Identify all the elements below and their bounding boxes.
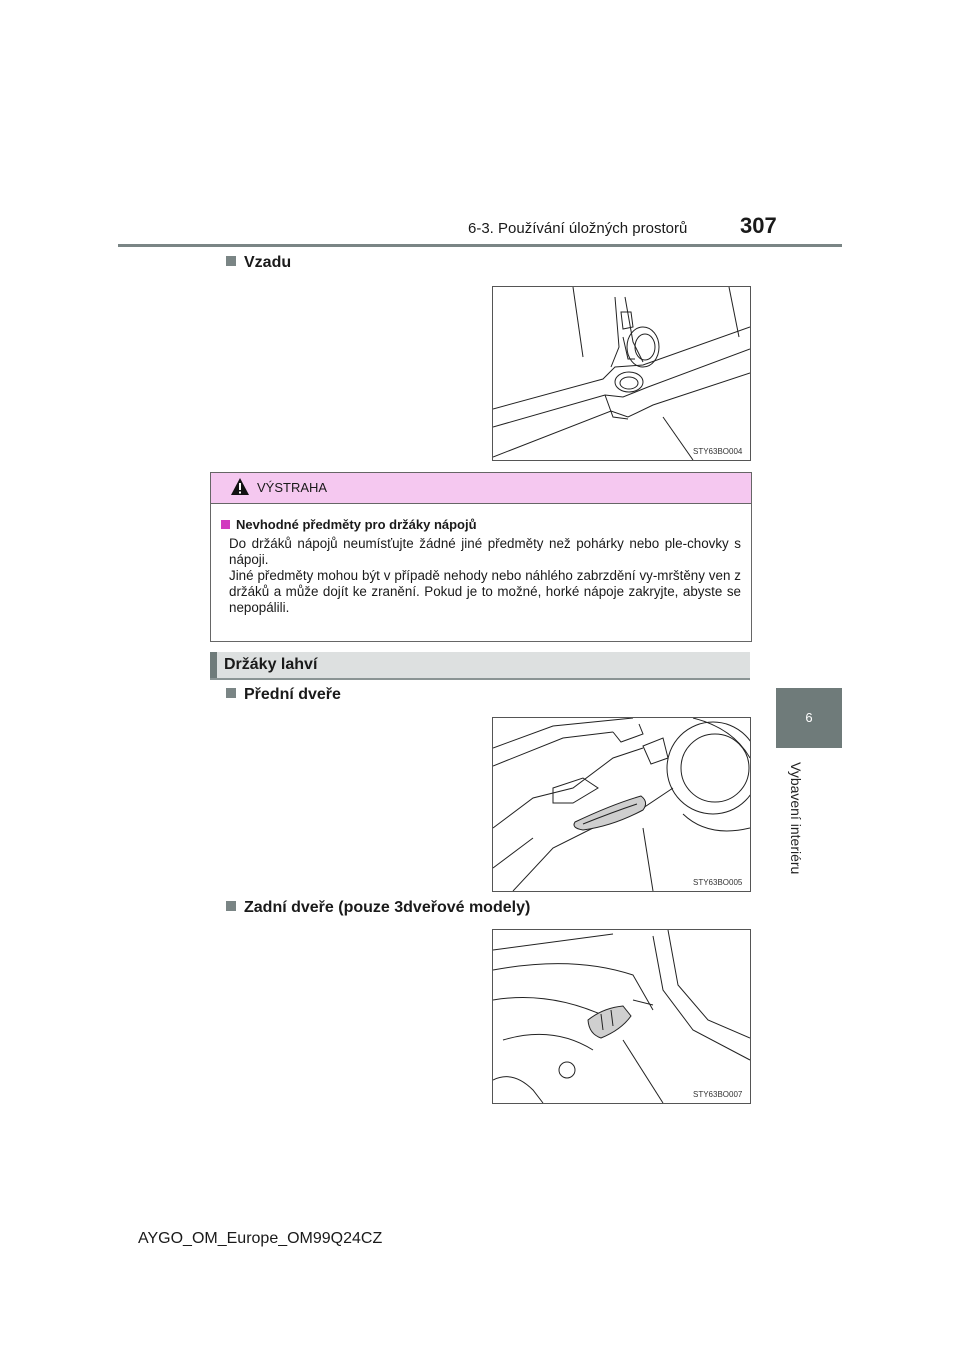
warning-body (229, 536, 741, 616)
chapter-side-label (780, 762, 808, 882)
band-title: Držáky lahví (224, 656, 318, 673)
chapter-tab (776, 688, 842, 748)
page-number: 307 (740, 213, 777, 238)
warning-title: VÝSTRAHA (257, 480, 328, 495)
square-bullet-icon (226, 256, 236, 266)
footer-doc-id: AYGO_OM_Europe_OM99Q24CZ (138, 1230, 383, 1247)
figure-rear-cupholder (492, 286, 751, 461)
square-bullet-icon (226, 688, 236, 698)
band-accent (210, 652, 217, 678)
section-heading-rear-text: Vzadu (244, 254, 292, 271)
figure-code: STY63BO007 (693, 1090, 743, 1099)
warning-paragraph-2: Jiné předměty mohou být v případě nehody nebo náhlého zabrzdění vy-mrštěny ven z držáků a může dojít ke zranění. Pokud je to možné, horké nápoje zakryjte, abyste se nepopálili. (229, 568, 741, 615)
warning-triangle-icon (230, 477, 250, 496)
warning-header (211, 473, 751, 504)
square-bullet-icon (226, 901, 236, 911)
rear-door-illustration (493, 930, 750, 1103)
figure-code: STY63BO005 (693, 878, 743, 887)
square-bullet-icon (221, 520, 230, 529)
section-heading-rear (226, 254, 291, 272)
section-heading-rear-doors-text: Zadní dveře (pouze 3dveřové modely) (244, 899, 531, 916)
warning-subtitle-text: Nevhodné předměty pro držáky nápojů (236, 517, 477, 532)
chapter-title: Vybavení interiéru (788, 762, 804, 875)
rear-console-illustration (493, 287, 750, 460)
front-door-illustration (493, 718, 750, 891)
section-heading-rear-doors (226, 899, 530, 917)
header-title: 6-3. Používání úložných prostorů (468, 220, 688, 237)
figure-code: STY63BO004 (693, 447, 743, 456)
warning-box (210, 472, 752, 642)
section-heading-front-doors-text: Přední dveře (244, 686, 341, 703)
warning-paragraph-1: Do držáků nápojů neumísťujte žádné jiné předměty než pohárky nebo ple-chovky s nápoji. (229, 536, 741, 567)
chapter-number: 6 (805, 710, 813, 725)
figure-front-door-bottle-holder (492, 717, 751, 892)
section-heading-front-doors (226, 686, 341, 704)
warning-subtitle (221, 517, 477, 532)
section-band (210, 652, 750, 680)
figure-rear-door-bottle-holder (492, 929, 751, 1104)
header-rule (118, 244, 842, 247)
